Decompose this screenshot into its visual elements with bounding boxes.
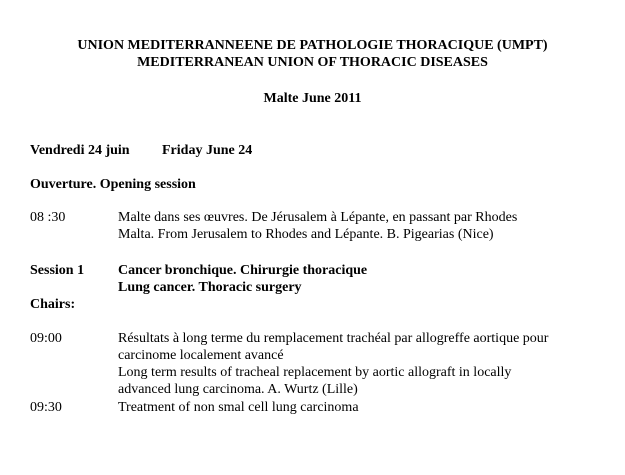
talk-1-time: 09:00 xyxy=(30,331,62,346)
opening-talk-line-2: Malta. From Jerusalem to Rhodes and Lépante. B. Pigearias (Nice) xyxy=(118,227,494,242)
header-title-line-2: MEDITERRANEAN UNION OF THORACIC DISEASES xyxy=(137,55,488,70)
talk-1-line-2: carcinome localement avancé xyxy=(118,348,284,363)
talk-1-line-4: advanced lung carcinoma. A. Wurtz (Lille) xyxy=(118,382,358,397)
talk-1-line-3: Long term results of tracheal replacement by aortic allograft in locally xyxy=(118,365,512,380)
opening-talk-line-1: Malte dans ses œuvres. De Jérusalem à Lépante, en passant par Rhodes xyxy=(118,210,518,225)
opening-session-title: Ouverture. Opening session xyxy=(30,177,196,192)
day-label-en: Friday June 24 xyxy=(162,143,253,158)
header-title-line-1: UNION MEDITERRANNEENE DE PATHOLOGIE THORACIQUE (UMPT) xyxy=(77,38,548,53)
session-1-title-fr: Cancer bronchique. Chirurgie thoracique xyxy=(118,263,368,278)
session-1-label: Session 1 xyxy=(30,263,85,278)
talk-1-line-1: Résultats à long terme du remplacement trachéal par allogreffe aortique pour xyxy=(118,331,549,346)
talk-2-time: 09:30 xyxy=(30,400,62,415)
talk-2-line-1: Treatment of non smal cell lung carcinoma xyxy=(118,400,359,415)
session-1-title-en: Lung cancer. Thoracic surgery xyxy=(118,280,302,295)
day-label-fr: Vendredi 24 juin xyxy=(30,143,130,158)
header-place-date: Malte June 2011 xyxy=(263,91,362,106)
session-1-chairs: Chairs: xyxy=(30,297,76,312)
opening-time: 08 :30 xyxy=(30,210,66,225)
